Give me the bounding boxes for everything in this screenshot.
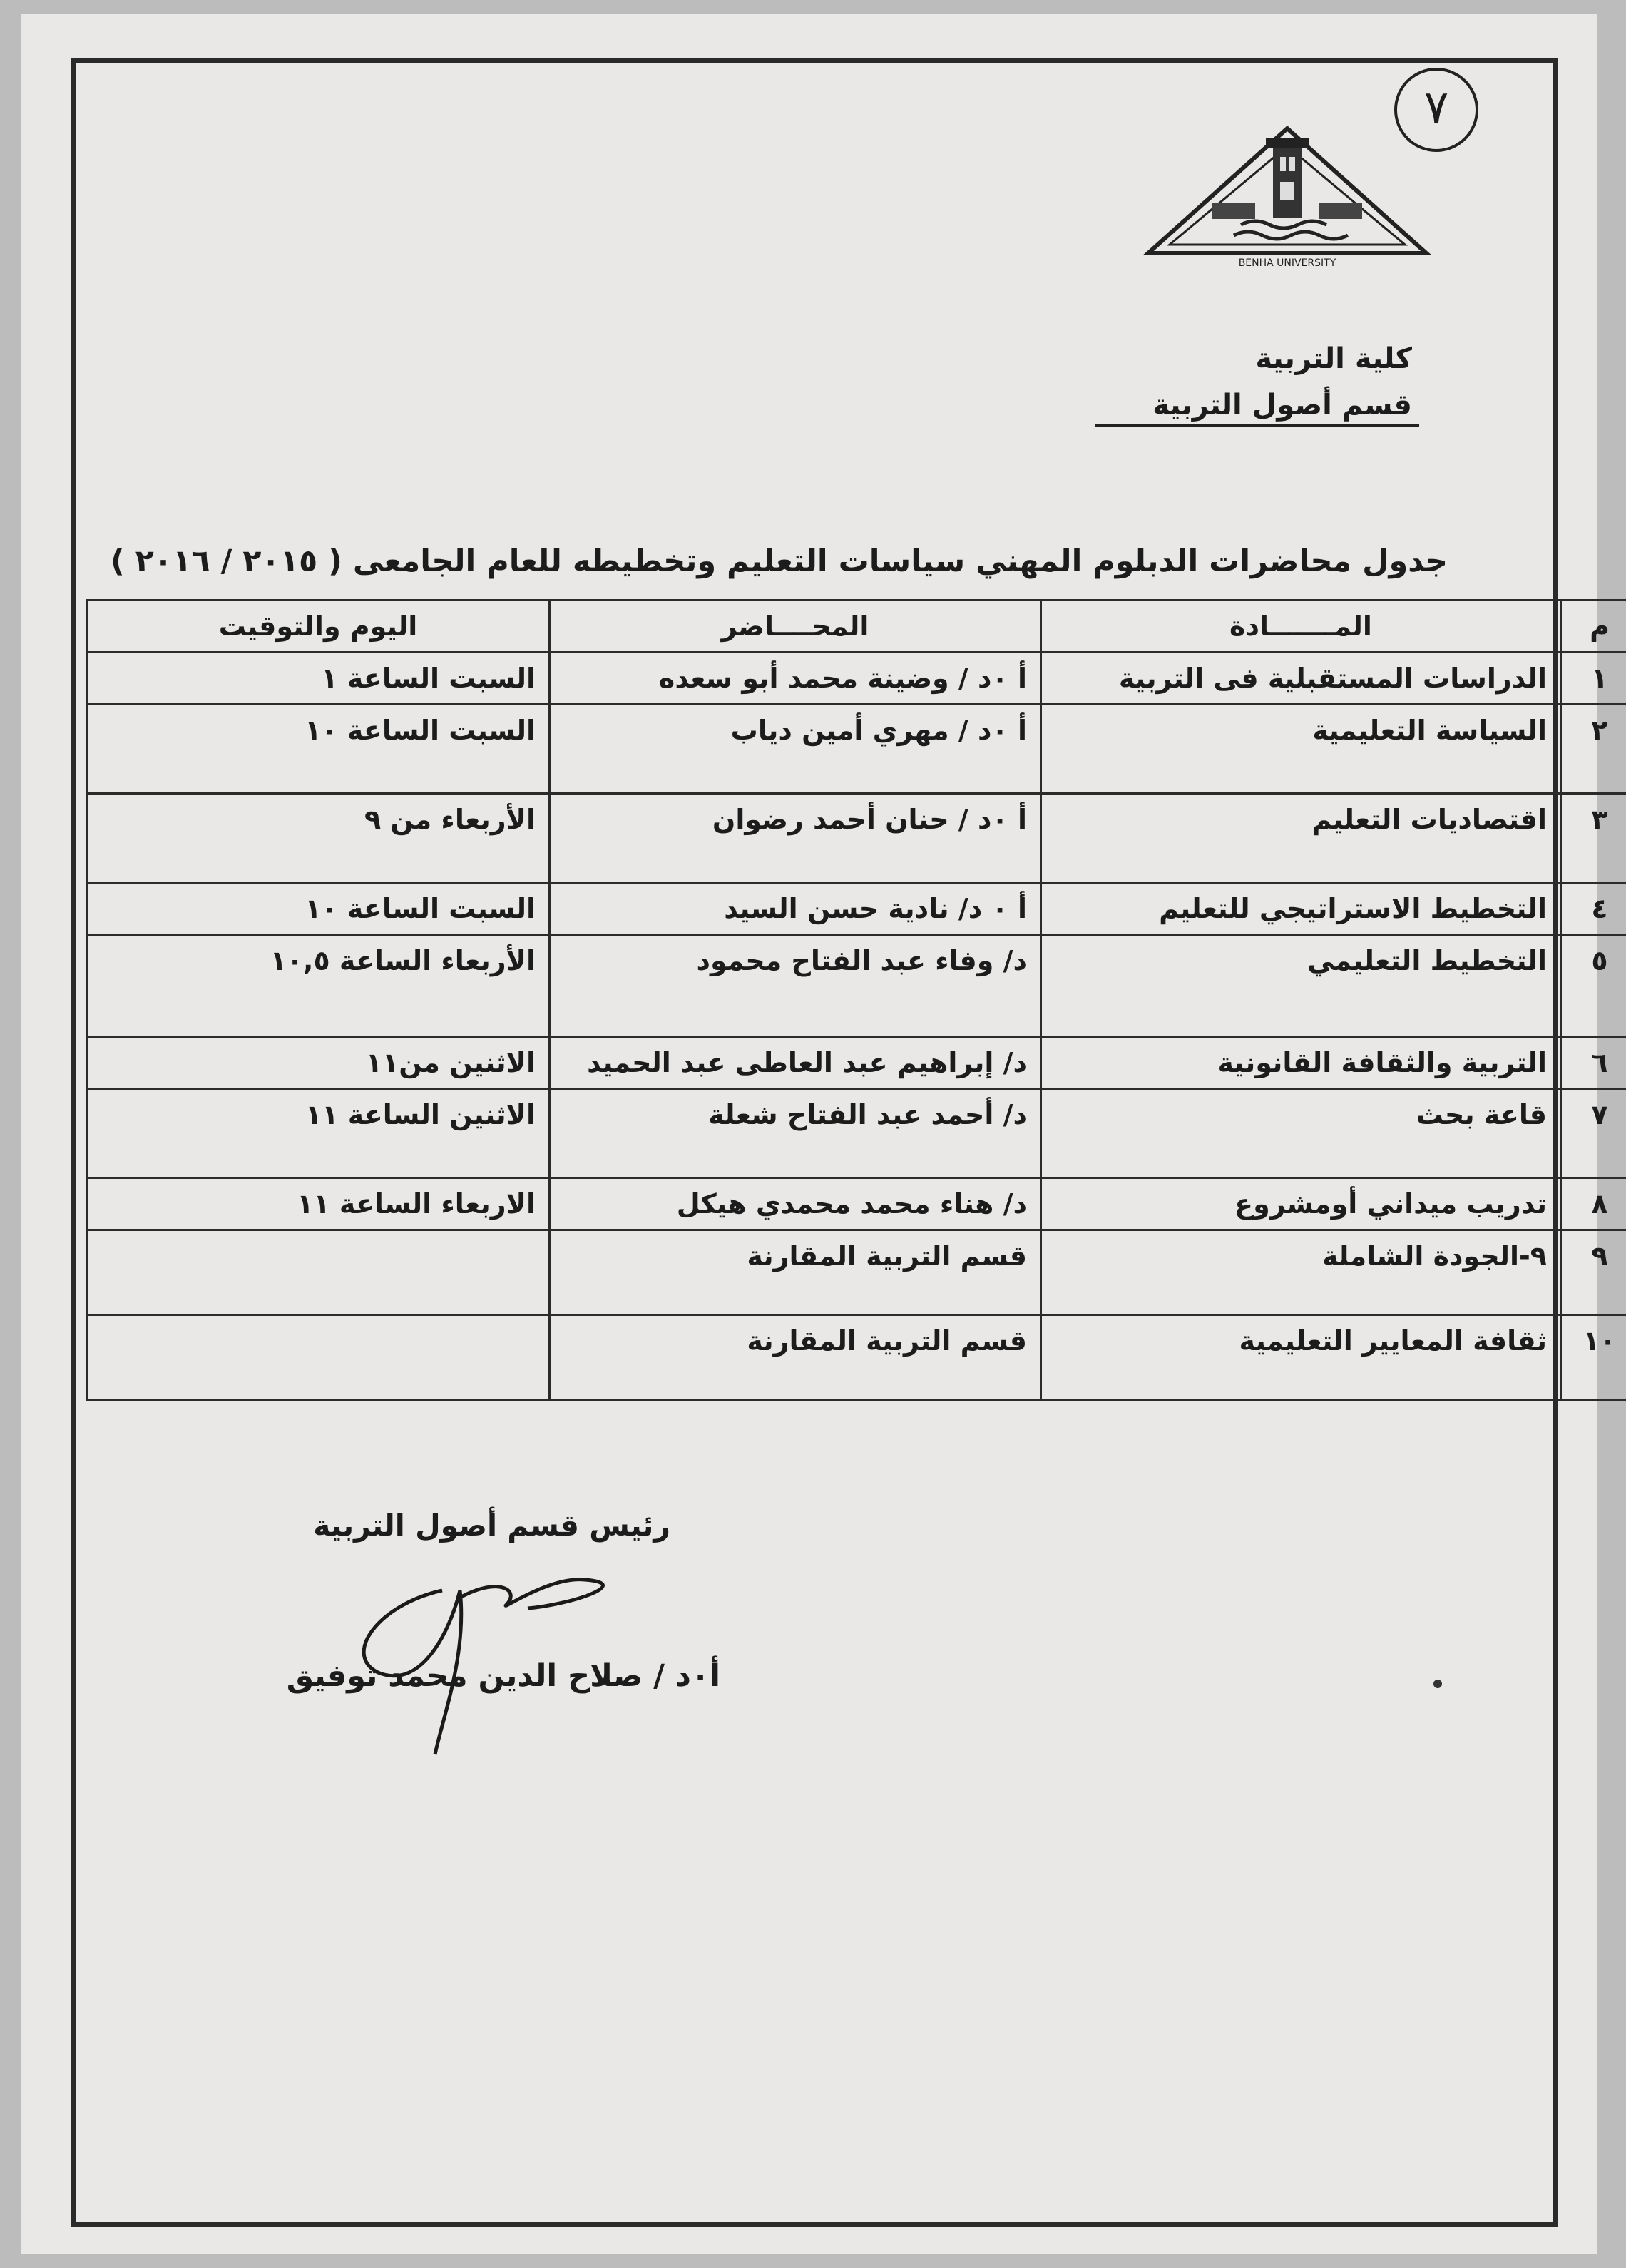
row-subject: ٩-الجودة الشاملة xyxy=(1041,1230,1561,1315)
row-subject: اقتصاديات التعليم xyxy=(1041,794,1561,883)
row-num: ٥ xyxy=(1561,935,1626,1037)
row-subject: التخطيط الاستراتيجي للتعليم xyxy=(1041,883,1561,935)
row-lecturer: قسم التربية المقارنة xyxy=(550,1230,1041,1315)
department-name: قسم أصول التربية xyxy=(1095,389,1419,427)
row-lecturer: د/ أحمد عبد الفتاح شعلة xyxy=(550,1089,1041,1178)
row-subject: قاعة بحث xyxy=(1041,1089,1561,1178)
faculty-name: كلية التربية xyxy=(1255,342,1412,375)
row-lecturer: د/ وفاء عبد الفتاح محمود xyxy=(550,935,1041,1037)
row-subject: التربية والثقافة القانونية xyxy=(1041,1037,1561,1089)
row-num: ١٠ xyxy=(1561,1315,1626,1400)
schedule-title: جدول محاضرات الدبلوم المهني سياسات التعليم وتخطيطه للعام الجامعى ( ٢٠١٥ / ٢٠١٦ ) xyxy=(110,543,1448,579)
row-num: ٤ xyxy=(1561,883,1626,935)
lecture-schedule-table xyxy=(86,599,1626,1401)
table-row xyxy=(87,794,1626,883)
row-num: ٩ xyxy=(1561,1230,1626,1315)
row-time: الأربعاء من ٩ xyxy=(87,794,550,883)
row-time: السبت الساعة ١٠ xyxy=(87,883,550,935)
handwritten-signature xyxy=(335,1548,649,1762)
header-subject: المـــــــادة xyxy=(1041,601,1561,653)
table-row xyxy=(87,883,1626,935)
table-row xyxy=(87,1089,1626,1178)
row-time xyxy=(87,1315,550,1400)
row-lecturer: أ ٠ د/ نادية حسن السيد xyxy=(550,883,1041,935)
signatory-name: أ٠د / صلاح الدين محمد توفيق xyxy=(286,1658,720,1694)
page-number-circle: ٧ xyxy=(1394,68,1478,152)
header-num: م xyxy=(1561,601,1626,653)
benha-university-logo xyxy=(1141,118,1433,271)
ink-dot xyxy=(1433,1680,1442,1688)
row-time: الاثنين الساعة ١١ xyxy=(87,1089,550,1178)
row-subject: ثقافة المعايير التعليمية xyxy=(1041,1315,1561,1400)
row-lecturer: د/ هناء محمد محمدي هيكل xyxy=(550,1178,1041,1230)
row-num: ٢ xyxy=(1561,705,1626,794)
row-num: ٨ xyxy=(1561,1178,1626,1230)
table-row xyxy=(87,1315,1626,1400)
row-subject: التخطيط التعليمي xyxy=(1041,935,1561,1037)
signatory-role: رئيس قسم أصول التربية xyxy=(313,1508,670,1543)
logo-text: BENHA UNIVERSITY xyxy=(1238,257,1336,269)
row-subject: تدريب ميداني أومشروع xyxy=(1041,1178,1561,1230)
table-row xyxy=(87,653,1626,705)
table-row xyxy=(87,1037,1626,1089)
row-time xyxy=(87,1230,550,1315)
row-lecturer: قسم التربية المقارنة xyxy=(550,1315,1041,1400)
table-header-row xyxy=(87,601,1626,653)
row-subject: الدراسات المستقبلية فى التربية xyxy=(1041,653,1561,705)
row-subject: السياسة التعليمية xyxy=(1041,705,1561,794)
row-time: الأربعاء الساعة ١٠,٥ xyxy=(87,935,550,1037)
row-lecturer: أ ٠د / وضينة محمد أبو سعده xyxy=(550,653,1041,705)
row-num: ٦ xyxy=(1561,1037,1626,1089)
row-time: السبت الساعة ١ xyxy=(87,653,550,705)
table-row xyxy=(87,705,1626,794)
header-time: اليوم والتوقيت xyxy=(87,601,550,653)
table-row xyxy=(87,935,1626,1037)
table-row xyxy=(87,1230,1626,1315)
header-lecturer: المحــــاضر xyxy=(550,601,1041,653)
row-num: ١ xyxy=(1561,653,1626,705)
row-num: ٧ xyxy=(1561,1089,1626,1178)
row-time: السبت الساعة ١٠ xyxy=(87,705,550,794)
row-num: ٣ xyxy=(1561,794,1626,883)
row-lecturer: د/ إبراهيم عبد العاطى عبد الحميد xyxy=(550,1037,1041,1089)
table-row xyxy=(87,1178,1626,1230)
row-time: الاربعاء الساعة ١١ xyxy=(87,1178,550,1230)
row-lecturer: أ ٠د / مهري أمين دياب xyxy=(550,705,1041,794)
row-time: الاثنين من١١ xyxy=(87,1037,550,1089)
row-lecturer: أ ٠د / حنان أحمد رضوان xyxy=(550,794,1041,883)
